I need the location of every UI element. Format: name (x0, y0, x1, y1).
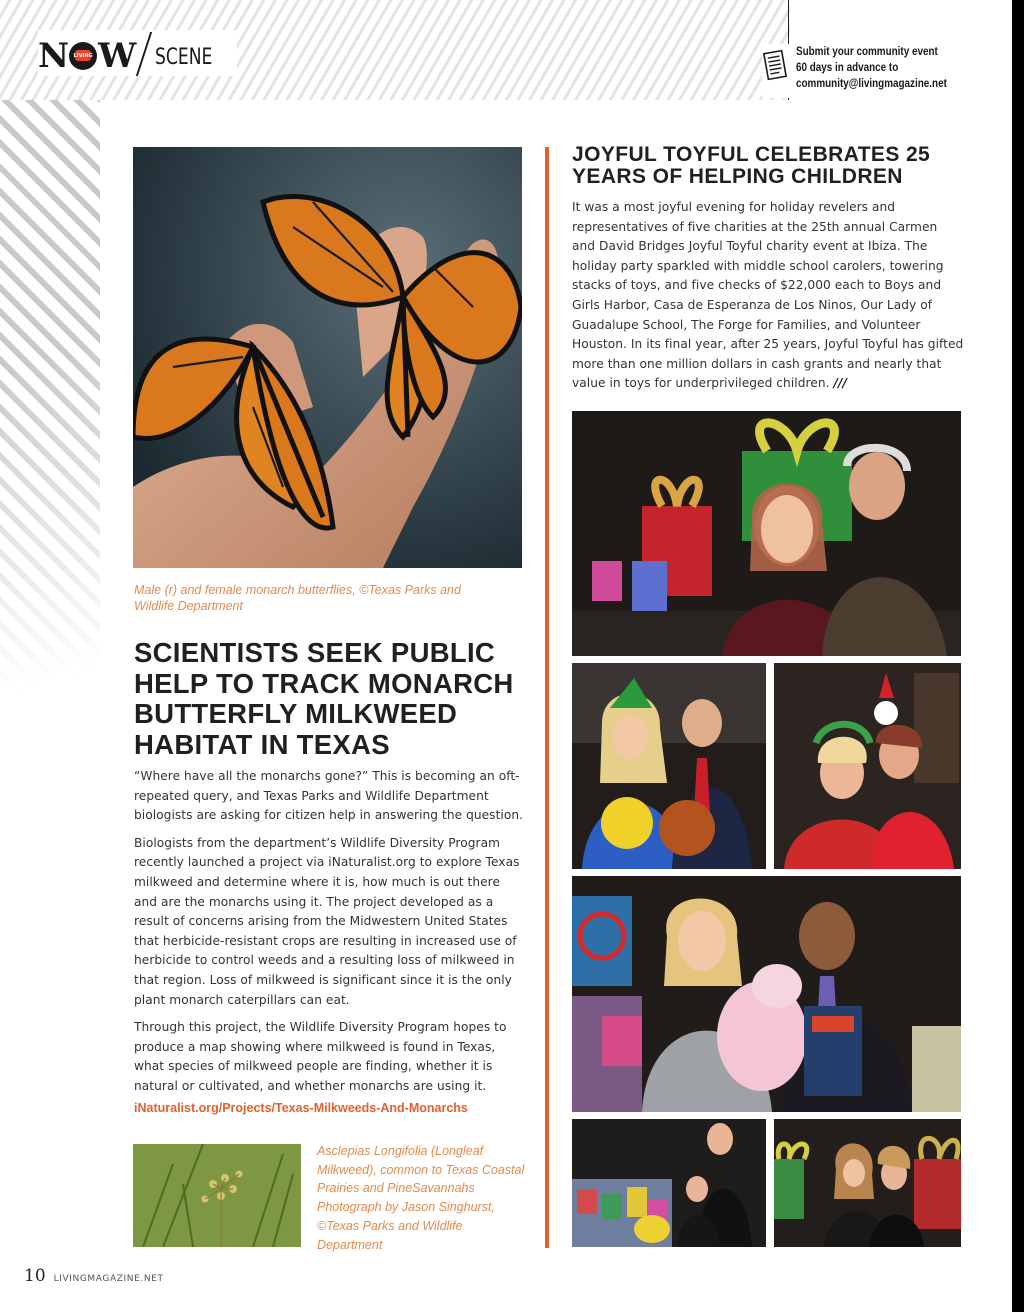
section-label: SCENE (155, 45, 213, 70)
event-photo-woman-man-toys (572, 876, 961, 1112)
monarch-butterflies-photo (133, 147, 522, 568)
document-icon (762, 46, 790, 90)
milkweed-photo-caption: Asclepias Longifolia (Longleaf Milkweed), common to Texas Coastal Prairies and PineSavannahs Photograph by Jason Singhurst, ©Texas Parks and Wildlife Department (317, 1144, 525, 1252)
column-divider (545, 147, 549, 1248)
logo-divider (136, 32, 152, 76)
article-paragraph: “Where have all the monarchs gone?” This is becoming an oft-repeated query, and Texas Parks and Wildlife Department biologists are asking for citizen help in answering the question. (134, 769, 524, 823)
now-logo: N LIVING W (38, 36, 136, 76)
inaturalist-project-link[interactable]: iNaturalist.org/Projects/Texas-Milkweeds-And-Monarchs (134, 1101, 468, 1115)
submit-event-notice (762, 44, 962, 98)
community-email-link[interactable]: community@livingmagazine.net (796, 78, 947, 90)
monarch-headline: SCIENTISTS SEEK PUBLIC HELP TO TRACK MONARCH BUTTERFLY MILKWEED HABITAT IN TEXAS (134, 637, 514, 760)
page-number: 10 (24, 1266, 46, 1286)
article-paragraph: Through this project, the Wildlife Diversity Program hopes to produce a map showing where milkweed is found in Texas, what species of milkweed people are finding, whether it is natural or cultivated, and whether monarchs are using it. (134, 1020, 507, 1093)
submit-event-text: Submit your community event 60 days in advance to community@livingmagazine.net (796, 46, 947, 90)
article-end-mark: /// (833, 376, 847, 391)
section-logo (38, 30, 237, 76)
living-badge-icon: LIVING (69, 42, 97, 70)
event-photo-two-women-hats (774, 663, 961, 869)
side-hatch-pattern (0, 100, 100, 740)
page-footer (24, 1266, 164, 1286)
monarch-article-body (134, 767, 526, 1105)
joyful-toyful-headline: JOYFUL TOYFUL CELEBRATES 25 YEARS OF HELPING CHILDREN (572, 143, 931, 188)
event-photo-mother-daughter (572, 1119, 766, 1247)
event-photo-couple-gifts (572, 411, 961, 656)
article-paragraph: Biologists from the department’s Wildlife Diversity Program recently launched a project via iNaturalist.org to explore Texas milkweed and determine where it is, how much is out there and are the monarchs using it. The project developed as a result of concerns arising from the Midwestern United States that herbicide-resistant crops are resulting in increased use of herbicide to control weeds and a resulting loss of milkweed in that region. Loss of milkweed is significant since it is the only plant monarch caterpillars can eat. (134, 835, 520, 1007)
butterfly-photo-caption: Male (r) and female monarch butterflies, ©Texas Parks and Wildlife Department (134, 583, 461, 613)
milkweed-photo (133, 1144, 301, 1247)
event-photo-two-women-gifts (774, 1119, 961, 1247)
magazine-website: LIVINGMAGAZINE.NET (53, 1274, 164, 1284)
page-edge-bar (976, 0, 1024, 1312)
joyful-toyful-body: It was a most joyful evening for holiday revelers and representatives of five charities at the 25th annual Carmen and David Bridges Joyful Toyful charity event at Ibiza. The holiday party sparkled with middle school carolers, towering stacks of toys, and five checks of $22,000 each to Boys and Girls Harbor, Casa de Esperanza de Los Ninos, Our Lady of Guadalupe School, The Forge for Families, and Volunteer Houston. In its final year, after 25 years, Joyful Toyful has gifted more than one million dollars in cash grants and nearly that value in toys for underprivileged children. /// (572, 200, 964, 391)
event-photo-couple-bear (572, 663, 766, 869)
